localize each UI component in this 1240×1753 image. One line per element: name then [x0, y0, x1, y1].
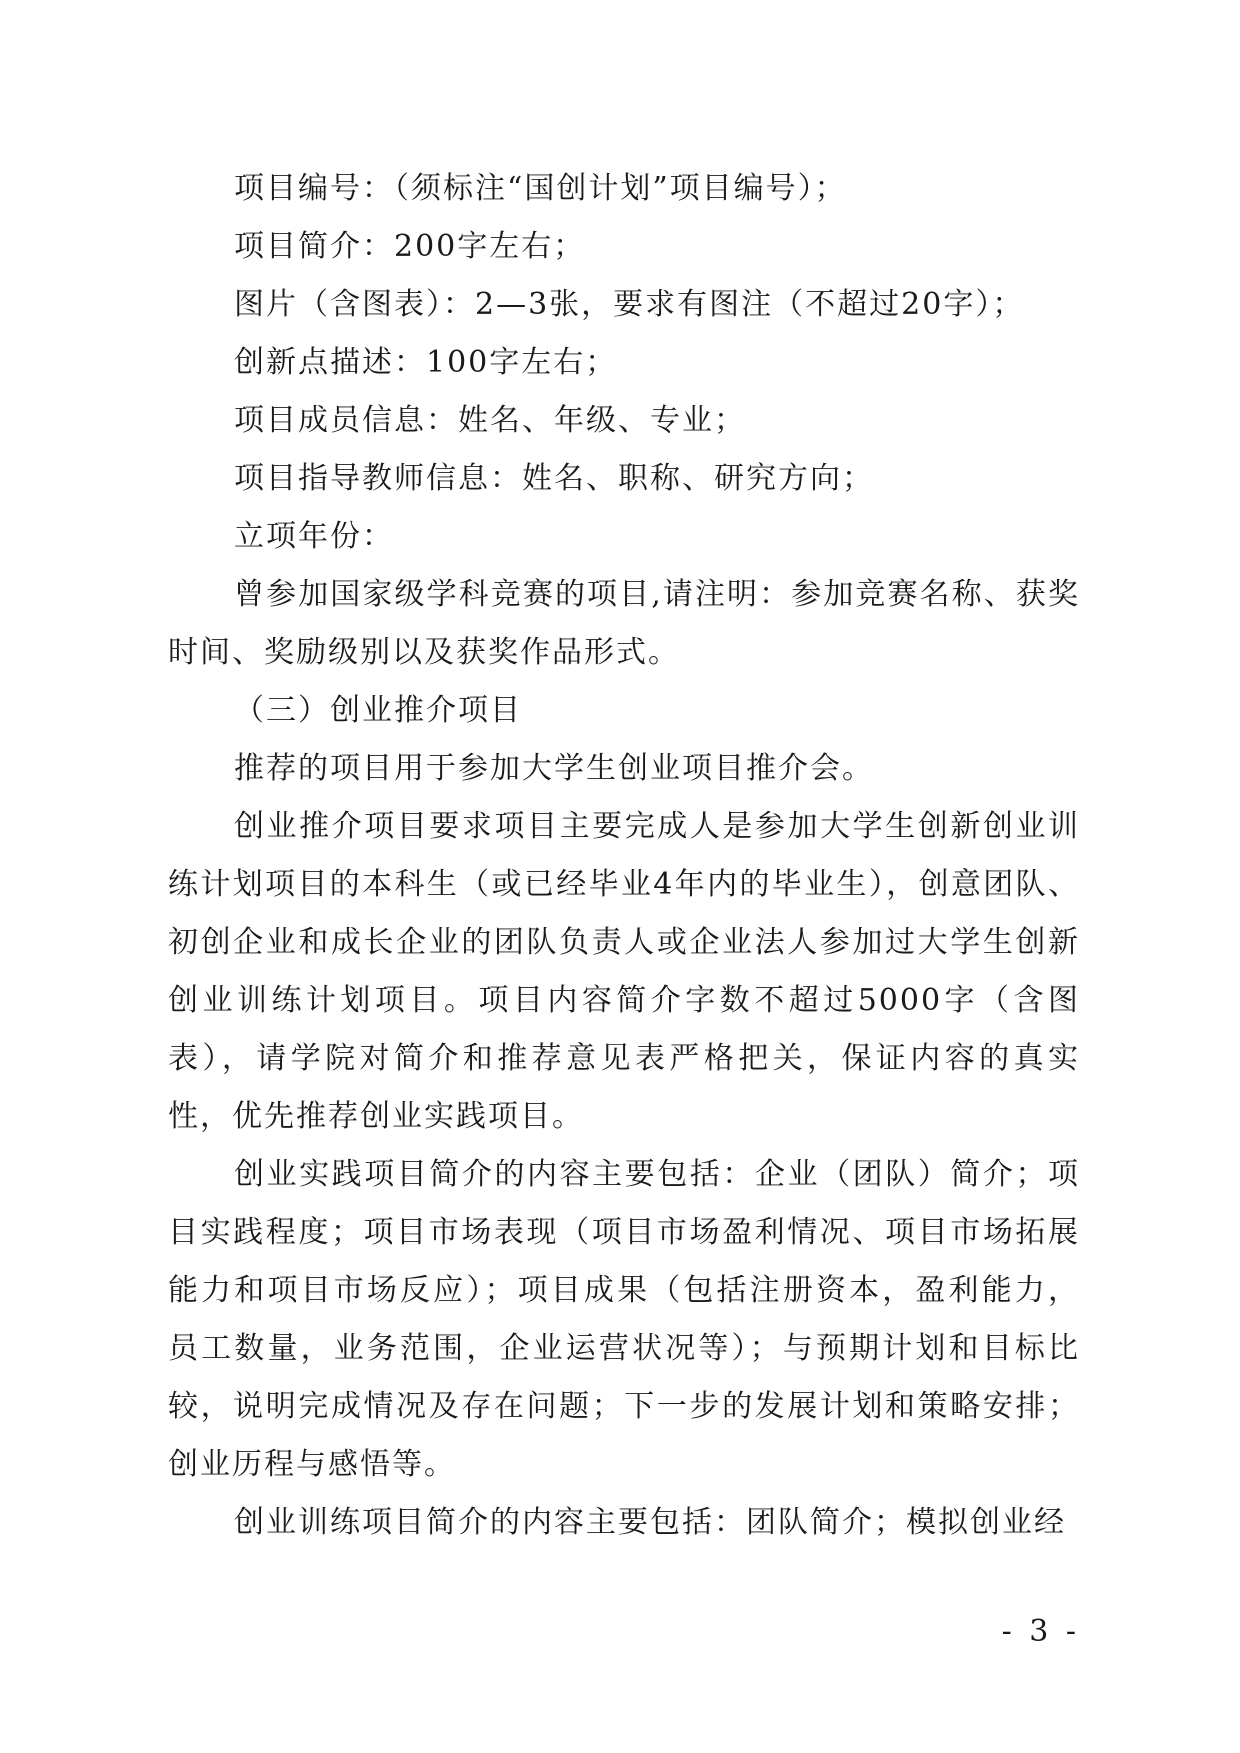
section-paragraph: 创业推介项目要求项目主要完成人是参加大学生创新创业训练计划项目的本科生（或已经毕业4年内的毕业生），创意团队、初创企业和成长企业的团队负责人或企业法人参加过大学生创新创业训练计划项目。项目内容简介字数不超过5000字（含图表），请学院对简介和推荐意见表严格把关，保证内容的真实性，优先推荐创业实践项目。: [168, 809, 1080, 1134]
section-paragraph: 推荐的项目用于参加大学生创业项目推介会。: [234, 751, 874, 786]
item-members: 项目成员信息：姓名、年级、专业；: [234, 403, 746, 438]
section-paragraph: 创业训练项目简介的内容主要包括：团队简介；模拟创业经: [234, 1505, 1066, 1540]
body-text: [168, 160, 1080, 1552]
item-project-summary: 项目简介：200字左右；: [234, 229, 586, 264]
section-heading: （三）创业推介项目: [234, 693, 522, 728]
item-project-number: 项目编号：（须标注“国创计划”项目编号）；: [234, 171, 847, 206]
item-advisor: 项目指导教师信息：姓名、职称、研究方向；: [234, 461, 874, 496]
section-paragraph: 创业实践项目简介的内容主要包括：企业（团队）简介；项目实践程度；项目市场表现（项目市场盈利情况、项目市场拓展能力和项目市场反应）；项目成果（包括注册资本，盈利能力，员工数量，业务范围，企业运营状况等）；与预期计划和目标比较，说明完成情况及存在问题；下一步的发展计划和策略安排；创业历程与感悟等。: [168, 1157, 1080, 1482]
item-images: 图片（含图表）：2—3张，要求有图注（不超过20字）；: [234, 287, 1025, 322]
item-innovation: 创新点描述：100字左右；: [234, 345, 618, 380]
item-competition: 曾参加国家级学科竞赛的项目,请注明：参加竞赛名称、获奖时间、奖励级别以及获奖作品形式。: [168, 577, 1080, 670]
page-number: - 3 -: [1001, 1614, 1080, 1649]
item-year: 立项年份：: [234, 519, 394, 554]
